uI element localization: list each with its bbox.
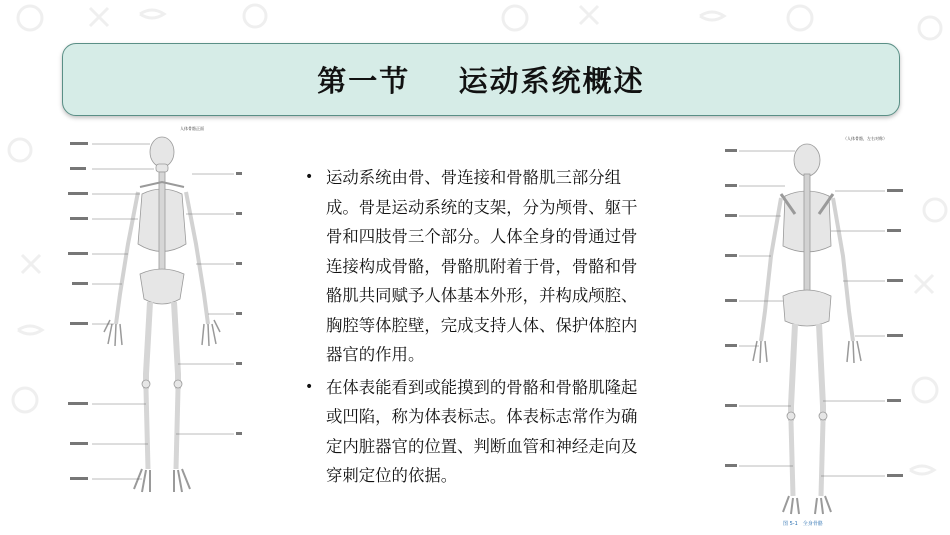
bullet-symbol: • [305,378,314,395]
figure-caption-back: （人体骨骼，左右对称） [843,136,887,141]
content-text-block [303,163,648,494]
bullet-item [303,163,648,370]
bullet-text: 运动系统由骨、骨连接和骨骼肌三部分组成。骨是运动系统的支架，分为颅骨、躯干骨和四肢骨三个部分。人体全身的骨通过骨连接构成骨骼，骨骼肌附着于骨，骨骼和骨骼肌共同赋予人体基本外形，并构成颅腔、胸腔等体腔壁，完成支持人体、保护体腔内器官的作用。 [326,168,638,364]
skeleton-front-icon [62,124,242,500]
bullet-text: 在体表能看到或能摸到的骨骼和骨骼肌隆起或凹陷，称为体表标志。体表标志常作为确定内脏器官的位置、判断血管和神经走向及穿刺定位的依据。 [326,377,638,485]
title-banner [62,43,900,116]
skeleton-back-icon [725,136,910,528]
figure-caption-bottom: 图 5-1 全身骨骼 [783,521,823,527]
slide-title: 第一节 运动系统概述 [317,64,645,98]
figure-caption-front: 人体骨骼正面 [180,126,204,131]
bullet-item [303,373,648,491]
bullet-symbol: • [305,169,314,185]
skeleton-front-figure [62,124,242,500]
skeleton-back-figure [725,136,910,528]
